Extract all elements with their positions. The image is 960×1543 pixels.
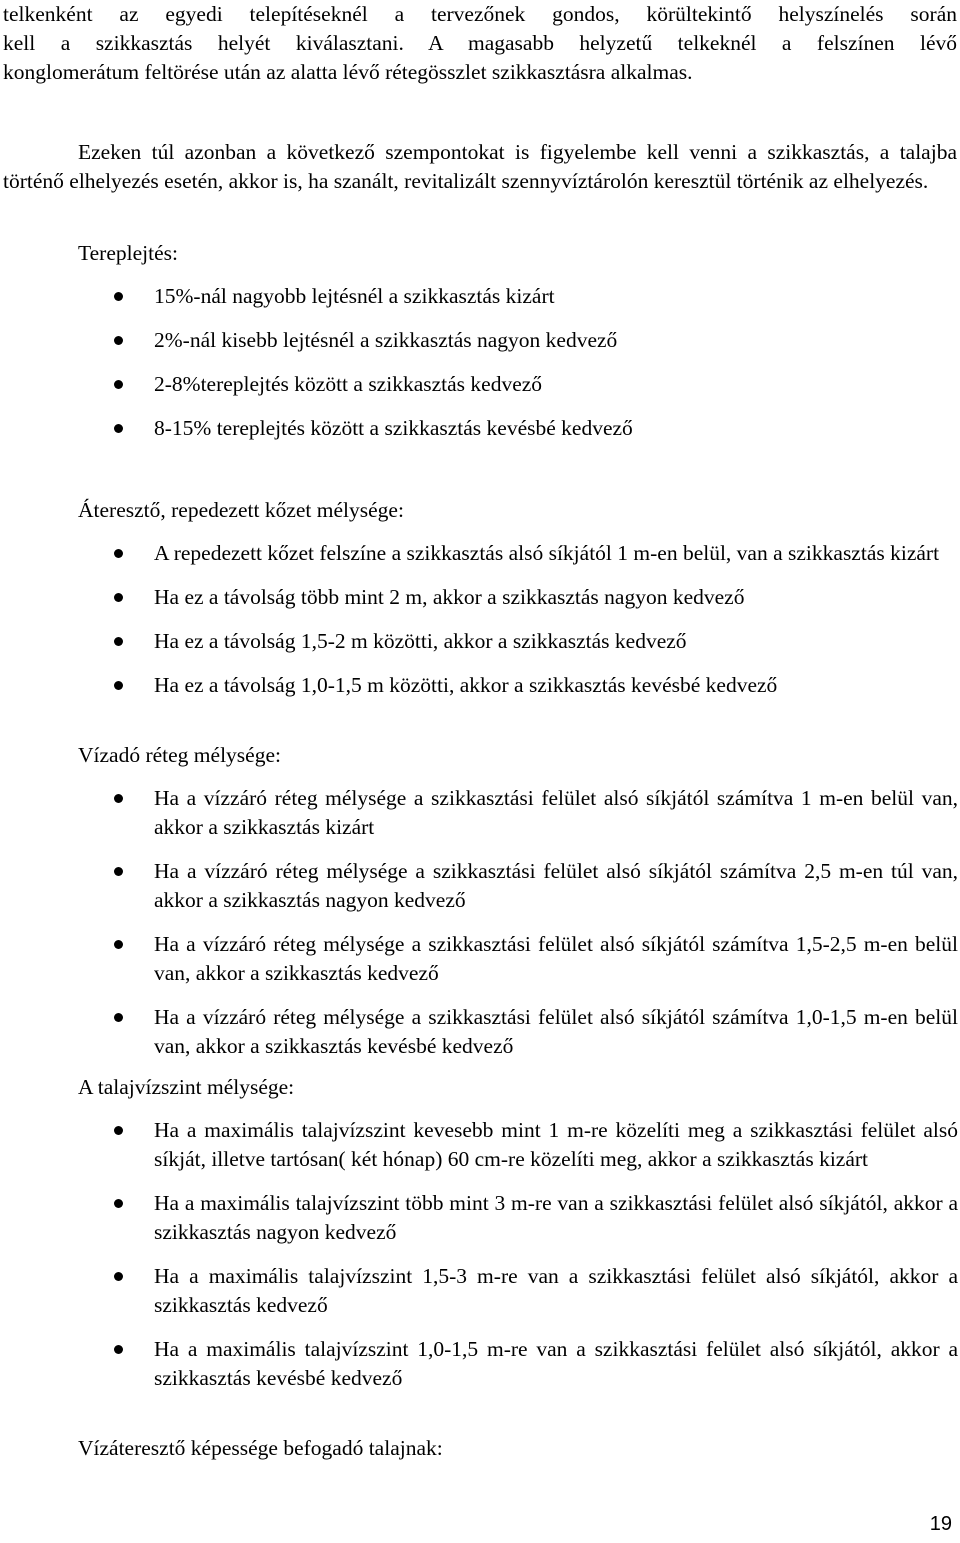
bullet-icon <box>114 549 123 558</box>
bullet-icon <box>114 292 123 301</box>
list-item <box>0 784 958 842</box>
bullet-icon <box>114 940 123 949</box>
intro-line-1: telkenként az egyedi telepítéseknél a tervezőnek gondos, körültekintő helyszínelés során <box>3 2 957 26</box>
list-item <box>0 627 958 656</box>
list-item-text: Ha ez a távolság több mint 2 m, akkor a szikkasztás nagyon kedvező <box>154 585 745 609</box>
list-item-text: Ha ez a távolság 1,0-1,5 m közötti, akkor a szikkasztás kevésbé kedvező <box>154 673 778 697</box>
list-item-text: Ha a vízzáró réteg mélysége a szikkasztási felület alsó síkjától számítva 1 m-en belül van, akkor a szikkasztás kizárt <box>154 786 958 839</box>
bullet-icon <box>114 380 123 389</box>
list-item-text: Ha a vízzáró réteg mélysége a szikkasztási felület alsó síkjától számítva 1,0-1,5 m-en belül van, akkor a szikkasztás kevésbé kedvező <box>154 1005 958 1058</box>
list-item <box>0 282 958 311</box>
list-item <box>0 1262 958 1320</box>
list-item-text: Ha a maximális talajvízszint kevesebb mint 1 m-re közelíti meg a szikkasztási felület alsó síkját, illetve tartósan( két hónap) 60 cm-re közelíti meg, akkor a szikkasztás kizárt <box>154 1118 958 1171</box>
page-number: 19 <box>929 1513 952 1535</box>
section-heading-vizateereszto: Vízáteresztő képessége befogadó talajnak: <box>78 1436 443 1460</box>
list-item-text: Ha a vízzáró réteg mélysége a szikkasztási felület alsó síkjától számítva 1,5-2,5 m-en belül van, akkor a szikkasztás kedvező <box>154 932 958 985</box>
list-item-text: Ha ez a távolság 1,5-2 m közötti, akkor a szikkasztás kedvező <box>154 629 687 653</box>
intro-line-3: konglomerátum feltörése után az alatta lévő rétegösszlet szikkasztásra alkalmas. <box>3 60 693 84</box>
criteria-paragraph: Ezeken túl azonban a következő szempontokat is figyelembe kell venni a szikkasztás, a talajba történő elhelyezés esetén, akkor is, ha szanált, revitalizált szennyvíztárolón keresztül történik az elhelyezés. <box>3 140 957 193</box>
bullet-icon <box>114 593 123 602</box>
bullet-icon <box>114 336 123 345</box>
list-item-text: Ha a maximális talajvízszint 1,5-3 m-re van a szikkasztási felület alsó síkjától, akkor a szikkasztás kedvező <box>154 1264 958 1317</box>
list-item <box>0 370 958 399</box>
list-item <box>0 1003 958 1061</box>
bullet-icon <box>114 1345 123 1354</box>
bullet-icon <box>114 1272 123 1281</box>
section-heading-vizado: Vízadó réteg mélysége: <box>78 743 281 767</box>
list-item-text: 8-15% tereplejtés között a szikkasztás kevésbé kedvező <box>154 416 633 440</box>
bullet-icon <box>114 794 123 803</box>
bullet-icon <box>114 867 123 876</box>
list-talajvizszint <box>0 1116 960 1393</box>
bullet-icon <box>114 1013 123 1022</box>
intro-paragraph <box>3 0 957 87</box>
list-item <box>0 671 958 700</box>
list-ateereszto <box>0 539 960 700</box>
list-item <box>0 1189 958 1247</box>
list-item <box>0 857 958 915</box>
list-item <box>0 539 958 568</box>
list-item <box>0 1335 958 1393</box>
list-item <box>0 414 958 443</box>
list-item <box>0 583 958 612</box>
list-item-text: Ha a vízzáró réteg mélysége a szikkasztási felület alsó síkjától számítva 2,5 m-en túl van, akkor a szikkasztás nagyon kedvező <box>154 859 958 912</box>
section-heading-tereplejtes: Tereplejtés: <box>78 241 178 265</box>
list-item-text: Ha a maximális talajvízszint 1,0-1,5 m-re van a szikkasztási felület alsó síkjától, akkor a szikkasztás kevésbé kedvező <box>154 1337 958 1390</box>
bullet-icon <box>114 1126 123 1135</box>
list-item-text: 15%-nál nagyobb lejtésnél a szikkasztás kizárt <box>154 284 555 308</box>
section-heading-talajvizszint: A talajvízszint mélysége: <box>78 1075 295 1099</box>
list-tereplejtes <box>0 282 960 443</box>
list-item <box>0 930 958 988</box>
list-item-text: Ha a maximális talajvízszint több mint 3 m-re van a szikkasztási felület alsó síkjától, akkor a szikkasztás nagyon kedvező <box>154 1191 958 1244</box>
bullet-icon <box>114 1199 123 1208</box>
bullet-icon <box>114 681 123 690</box>
section-heading-ateereszto: Áteresztő, repedezett kőzet mélysége: <box>78 498 404 522</box>
list-vizado <box>0 784 960 1061</box>
intro-line-2: kell a szikkasztás helyét kiválasztani. A magasabb helyzetű telkeknél a felszínen lévő <box>3 31 957 55</box>
list-item <box>0 1116 958 1174</box>
list-item-text: 2-8%tereplejtés között a szikkasztás kedvező <box>154 372 543 396</box>
bullet-icon <box>114 637 123 646</box>
list-item-text: 2%-nál kisebb lejtésnél a szikkasztás nagyon kedvező <box>154 328 618 352</box>
list-item <box>0 326 958 355</box>
bullet-icon <box>114 424 123 433</box>
list-item-text: A repedezett kőzet felszíne a szikkasztás alsó síkjától 1 m-en belül, van a szikkasztás kizárt <box>154 541 940 565</box>
